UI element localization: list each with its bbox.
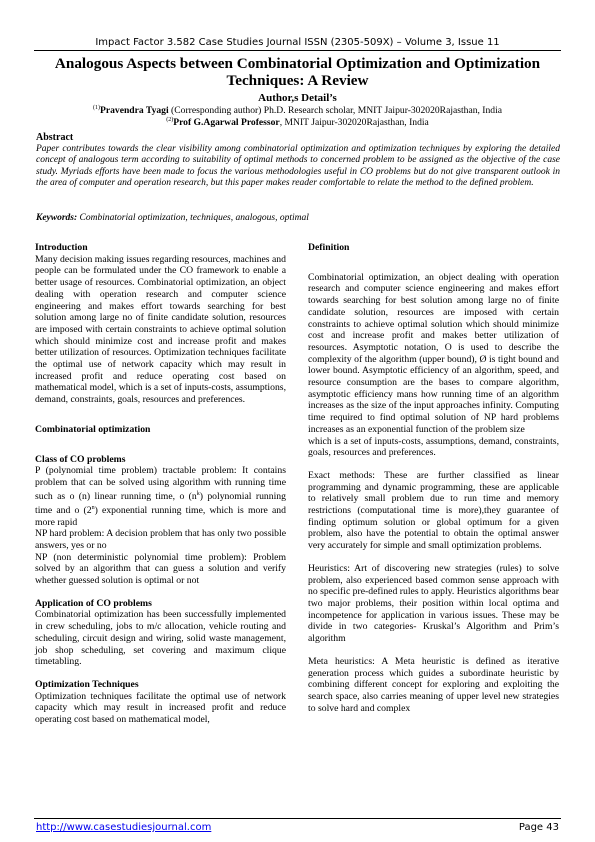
- right-column: [308, 242, 559, 714]
- definition-paragraph-2: which is a set of inputs-costs, assumptions, demand, constraints, goals, resources and preferences.: [308, 435, 559, 459]
- optimization-techniques-paragraph: Optimization techniques facilitate the optimal use of network capacity which may result in increased profit and reduce operating cost based on mathematical model,: [35, 690, 286, 726]
- p-problem-b: ) polynomial running time and o (2: [35, 490, 286, 516]
- optimization-techniques-heading: Optimization Techniques: [35, 678, 139, 690]
- author-1-name: Pravendra Tyagi: [99, 105, 169, 117]
- intro-paragraph: Many decision making issues regarding resources, machines and people can be formulated under the CO framework to enable a better usage of resources. Combinatorial optimization, an object dealing with operation research and computer science engineering and makes effort towards searching for best solution among large no of finite candidate solution, resources are imposed with certain constraints to achieve optimal solution which should minimize cost and increase profit and makes better utilization of resources. Optimization techniques facilitate the optimal use of network capacity which may result in increased profit and reduce operating cost based on mathematical model, which is a set of inputs-costs, assumptions, demand, constraints, goals, resources and preferences.: [35, 253, 286, 406]
- np-hard-paragraph: NP hard problem: A decision problem that has only two possible answers, yes or no: [35, 528, 286, 551]
- np-paragraph: NP (non deterministic polynomial time problem): Problem solved by an algorithm that can guess a solution and verify whether guessed solution is optimal or not: [35, 551, 286, 587]
- class-heading: Class of CO problems: [35, 453, 126, 465]
- definition-paragraph: Combinatorial optimization, an object dealing with operation research and computer science engineering and makes effort towards searching for best solution among large no of finite candidate solution, resources are imposed with certain constraints to achieve optimal solution which should minimize cost and increase profit and makes better utilization of resources. Asymptotic notation, O is used to describe the complexity of the algorithm (upper bound), Ø is tight bound and lower bound. Asymptotic efficiency of an algorithm, speed, and resource consumption are the bases to compare algorithm, asymptotic efficiency mans how running time of an algorithm increases as the size of the input approaches infinity. Computing time required to find optimal solution of NP hard problems increases as an exponential function of the problem size: [308, 271, 559, 435]
- running-header: Impact Factor 3.582 Case Studies Journal ISSN (2305-509X) – Volume 3, Issue 11: [95, 37, 500, 48]
- journal-website-link[interactable]: http://www.casestudiesjournal.com: [36, 822, 212, 833]
- author-2: [34, 117, 561, 128]
- page-number: Page 43: [518, 822, 559, 833]
- definition-heading: Definition: [308, 242, 350, 253]
- abstract-heading: Abstract: [36, 132, 74, 143]
- keywords-text: Combinatorial optimization, techniques, analogous, optimal: [77, 213, 309, 223]
- footer-rule: [34, 818, 561, 819]
- p-problem-a: P (polynomial time problem) tractable problem: It contains problem that can be solved using algorithm with running time such as o (n) linear running time, o (n: [35, 465, 286, 502]
- left-column: [35, 242, 286, 726]
- author-1-detail: (Corresponding author) Ph.D. Research scholar, MNIT Jaipur-302020Rajasthan, India: [168, 105, 503, 117]
- author-2-detail: , MNIT Jaipur-302020Rajasthan, India: [279, 117, 429, 129]
- co-heading: Combinatorial optimization: [35, 423, 151, 435]
- author-1: [34, 105, 561, 116]
- application-paragraph: Combinatorial optimization has been successfully implemented in crew scheduling, jobs to m/c allocation, vehicle routing and scheduling, circuit design and wiring, solid waste management, job shop scheduling, set covering and maximum clique timetabling.: [35, 609, 286, 668]
- p-problem-sup-n: n: [91, 504, 95, 511]
- application-heading: Application of CO problems: [35, 597, 152, 609]
- intro-heading: Introduction: [35, 242, 88, 253]
- author-1-mark: (1): [92, 105, 100, 111]
- p-problem-sup-k: k: [196, 490, 200, 497]
- p-problem-paragraph: [35, 465, 286, 528]
- header-rule: [34, 50, 561, 51]
- abstract-text: Paper contributes towards the clear visibility among combinatorial optimization and optimization techniques by exploring the detailed concept of analogous term according to suitability of optimal methods to concerned problem to be assigned as the objective of the case study. Myriads efforts have been made to focus the various methodologies useful in CO problems but do not give transparent outlook in the area of computer and operation research, but this paper makes reader comfortable to relate the method to the defined problem.: [36, 144, 560, 189]
- author-2-mark: (2): [166, 117, 174, 123]
- exact-methods-paragraph: Exact methods: These are further classified as linear programming and dynamic programming, these are applicable to relatively small problem due to run time and memory restrictions (computational time is more),they guarantee of finding optimum solution or global optimum for a given problem, also have the potential to obtain the optimal answer very accurately for simple and small optimization problems.: [308, 469, 559, 552]
- keywords: [36, 213, 560, 223]
- meta-heuristics-paragraph: Meta heuristics: A Meta heuristic is defined as iterative generation process which guides a subordinate heuristic by combining different concept for exploring and exploiting the search space, also carries meaning of upper level new strategies to solve hard and complex: [308, 655, 559, 714]
- authors-heading: Author,s Detail’s: [258, 92, 337, 104]
- p-problem-c: ) exponential running time, which is more and more rapid: [35, 504, 286, 528]
- paper-title: Analogous Aspects between Combinatorial Optimization and Optimization Techniques: A Review: [54, 55, 541, 89]
- heuristics-paragraph: Heuristics: Art of discovering new strategies (rules) to solve problem, also experienced based common sense approach with no specific pre-defined rules to apply. Heuristics algorithms bear two major problems, their position within local optima and incompetence for application in various issues. These may be divide in two categories- Kruskal’s Algorithm and Prim’s algorithm: [308, 562, 559, 645]
- author-2-name: Prof G.Agarwal Professor: [173, 117, 280, 129]
- keywords-label: Keywords:: [36, 213, 78, 223]
